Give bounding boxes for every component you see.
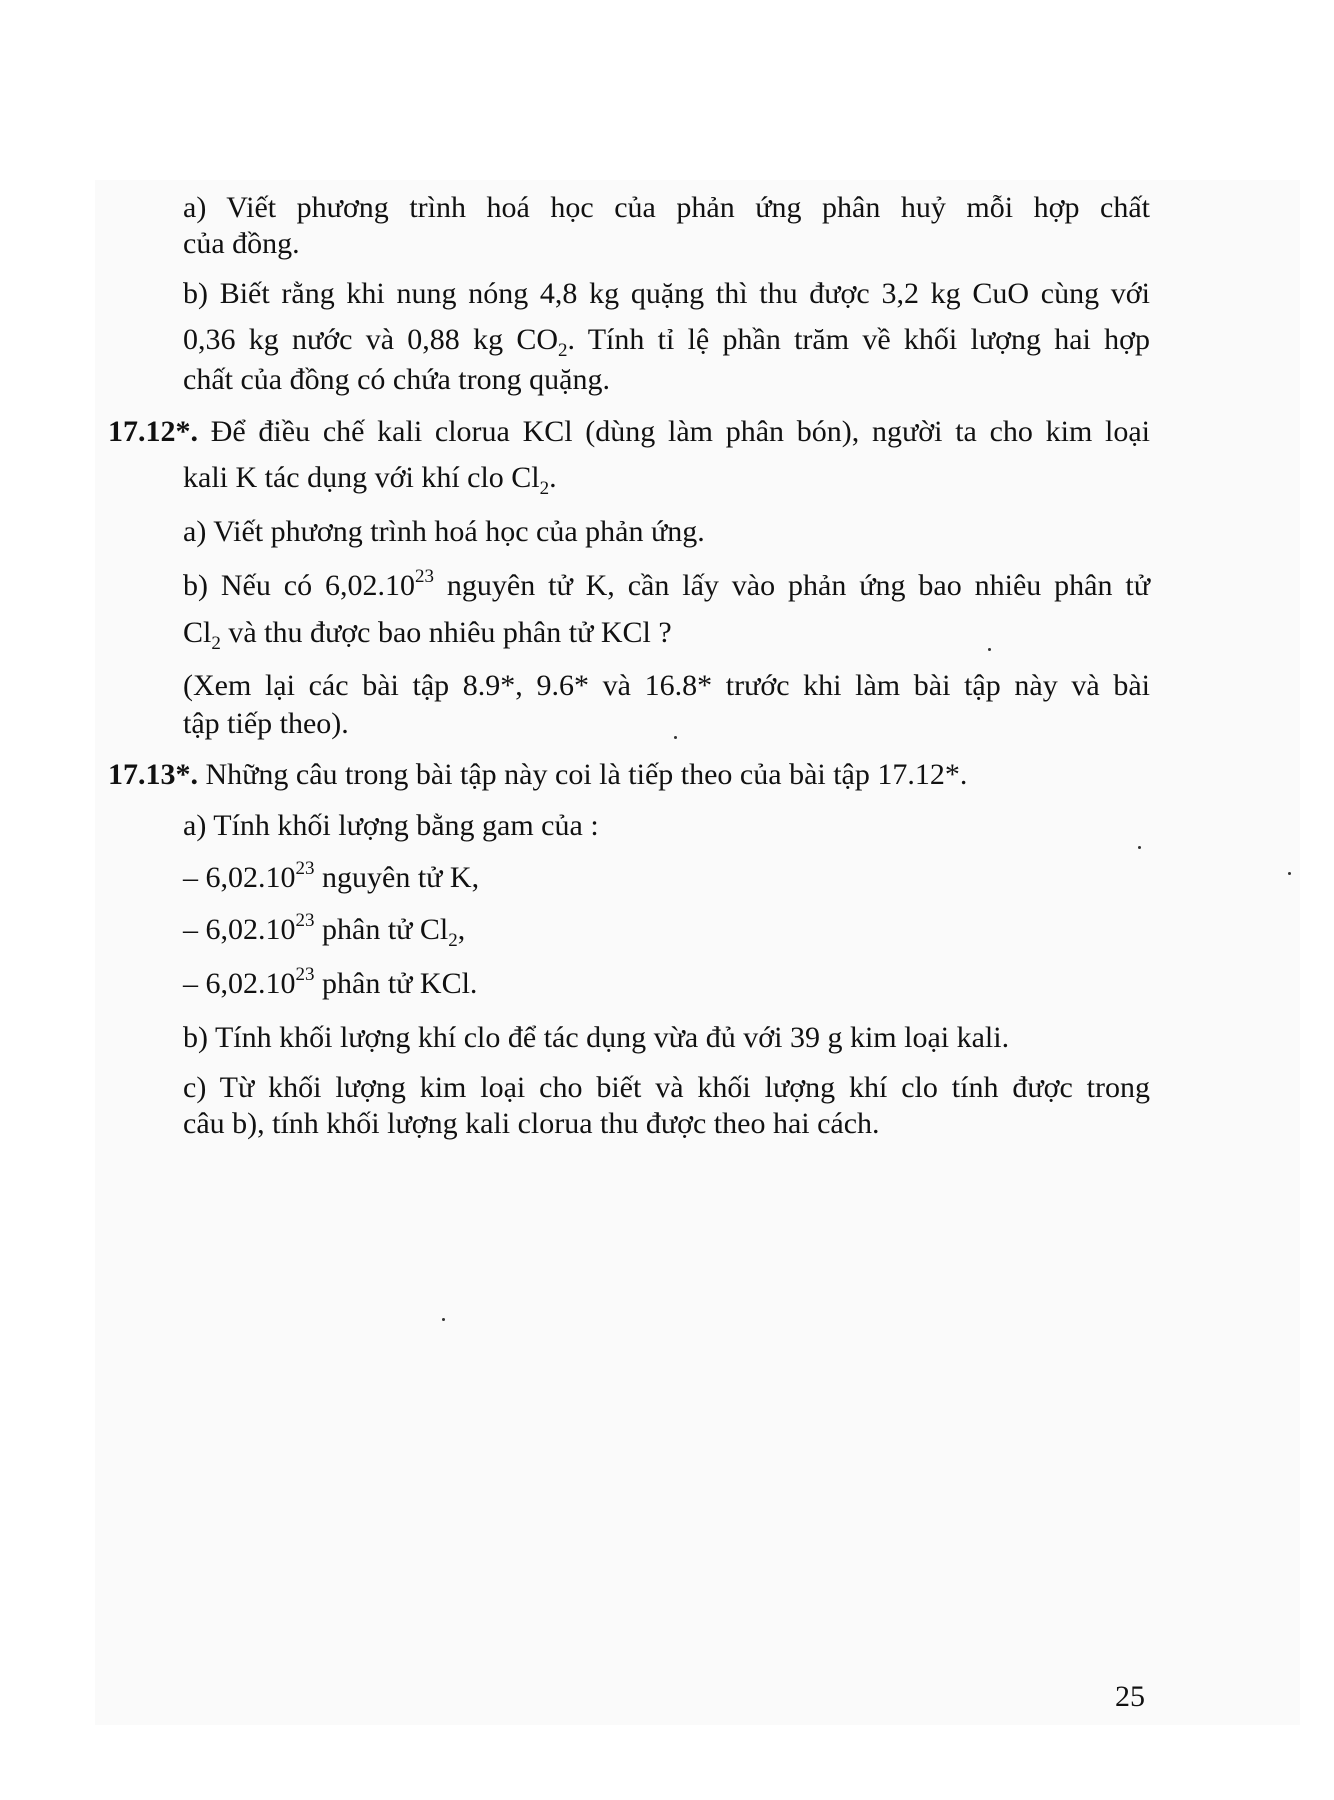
part-b-line-3: chất của đồng có chứa trong quặng.: [183, 363, 610, 396]
exercise-17-12-part-a: a) Viết phương trình hoá học của phản ứng.: [183, 515, 705, 548]
exercise-number: 17.13*.: [108, 758, 198, 791]
scan-speck: [442, 1318, 445, 1321]
exercise-17-13-part-b: b) Tính khối lượng khí clo để tác dụng vừa đủ với 39 g kim loại kali.: [183, 1021, 1010, 1054]
scan-speck: [674, 736, 677, 739]
part-a-line-1: a) Viết phương trình hoá học của phản ứng phân huỷ mỗi hợp chất: [183, 191, 1150, 224]
exercise-17-12-part-b-line-1: b) Nếu có 6,02.10$^{23}$ nguyên tử K, cần lấy vào phản ứng bao nhiêu phân tử: [183, 566, 1151, 602]
exercise-17-13-part-c-line-2: câu b), tính khối lượng kali clorua thu được theo hai cách.: [183, 1107, 880, 1140]
part-a-line-2: của đồng.: [183, 227, 300, 260]
part-b-line-2: 0,36 kg nước và 0,88 kg $CO_2$. Tính tỉ lệ phần trăm về khối lượng hai hợp: [183, 323, 1150, 361]
exercise-17-13-part-c-line-1: c) Từ khối lượng kim loại cho biết và khối lượng khí clo tính được trong: [183, 1071, 1150, 1104]
exercise-17-12-note-line-2: tập tiếp theo).: [183, 707, 349, 740]
part-b-line-1: b) Biết rằng khi nung nóng 4,8 kg quặng thì thu được 3,2 kg CuO cùng với: [183, 277, 1150, 310]
scan-speck: [1288, 872, 1291, 875]
exercise-17-12-line-2: kali K tác dụng với khí clo $Cl_2$.: [183, 461, 557, 499]
exercise-17-13-item-3: – 6,02.10$^{23}$ phân tử KCl.: [183, 964, 478, 1000]
exercise-17-12-part-b-line-2: $Cl_2$ và thu được bao nhiêu phân tử KCl ?: [183, 616, 672, 654]
scan-background: [95, 180, 1300, 1725]
exercise-number: 17.12*.: [108, 415, 198, 448]
exercise-17-13-item-2: – 6,02.10$^{23}$ phân tử $Cl_2$,: [183, 910, 466, 951]
exercise-17-13-item-1: – 6,02.10$^{23}$ nguyên tử K,: [183, 858, 480, 894]
page-number: 25: [1115, 1680, 1145, 1713]
exercise-17-12-note-line-1: (Xem lại các bài tập 8.9*, 9.6* và 16.8* trước khi làm bài tập này và bài: [183, 669, 1150, 702]
exercise-17-13-line-1: 17.13*. Những câu trong bài tập này coi là tiếp theo của bài tập 17.12*.: [108, 758, 968, 791]
scan-speck: [1138, 846, 1141, 849]
exercise-17-13-part-a: a) Tính khối lượng bằng gam của :: [183, 809, 599, 842]
exercise-17-12-line-1: 17.12*. Để điều chế kali clorua KCl (dùng làm phân bón), người ta cho kim loại: [108, 415, 1150, 448]
scan-speck: [988, 648, 991, 651]
